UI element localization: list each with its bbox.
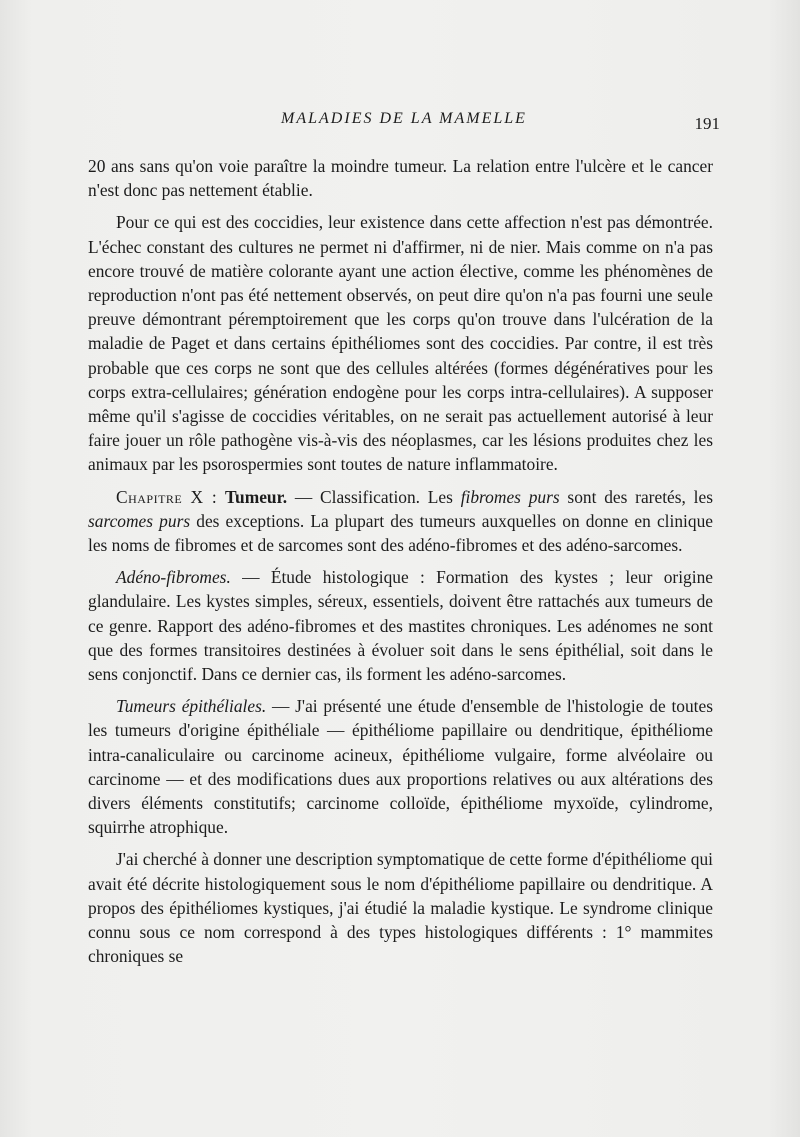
chapter-text-a: Classification. Les [320, 486, 461, 507]
page-header [88, 110, 720, 140]
paragraph-chapter-x [88, 485, 713, 558]
running-title: MALADIES DE LA MAMELLE [281, 110, 527, 127]
paragraph-coccidies: Pour ce qui est des coccidies, leur existence dans cette affection n'est pas démontrée. L'échec constant des cultures ne permet ni d'affirmer, ni de nier. Mais comme on n'a pas encore trouvé de matière colorante ayant une action élective, comme les phénomènes de reproduction n'ont pas été nettement observés, on peut dire qu'on n'a pas fourni une seule preuve démontrant péremptoirement que les corps qu'on trouve dans l'ulcération de la maladie de Paget et dans certains épithéliomes sont des coccidies. Par contre, il est très probable que ces corps ne sont que des cellules altérées (formes dégénératives pour les corps extra-cellulaires; génération endogène pour les corps intra-cellulaires). A supposer même qu'il s'agisse de coccidies véritables, on ne serait pas actuellement autorisé à leur faire jouer un rôle pathogène vis-à-vis des néoplasmes, car les lésions produites chez les animaux par les psorospermies sont toutes de nature inflammatoire. [88, 212, 713, 475]
paragraph-adeno-fibromes [88, 565, 713, 686]
paragraph-description: J'ai cherché à donner une description symptomatique de cette forme d'épithéliome qui avait été décrite histologiquement sous le nom d'épithéliome papillaire ou dendritique. A propos des épithéliomes kystiques, j'ai étudié la maladie kystique. Le syndrome clinique connu sous ce nom correspond à des types histologiques différents : 1° mammites chroniques se [88, 849, 713, 967]
italic-fibromes-purs: fibromes purs [460, 486, 560, 507]
chapter-text-b: sont des raretés, les [559, 486, 713, 507]
chapter-title: Tumeur. [225, 486, 288, 507]
chapter-label: Chapitre X : [116, 486, 218, 507]
body-text [88, 154, 713, 977]
paragraph-tumeurs-epitheliales [88, 694, 713, 839]
italic-tumeurs-epitheliales: Tumeurs épithéliales. [116, 696, 267, 717]
italic-sarcomes-purs: sarcomes purs [88, 510, 191, 531]
page-number: 191 [694, 114, 720, 133]
paragraph-continuation: 20 ans sans qu'on voie paraître la moindre tumeur. La relation entre l'ulcère et le cancer n'est donc pas nettement établie. [88, 156, 713, 201]
chapter-text-c: des exceptions. La plupart des tumeurs auxquelles on donne en clinique les noms de fibromes et de sarcomes sont des adéno-fibromes et des adéno-sarcomes. [88, 510, 713, 556]
tumeurs-epitheliales-text: — J'ai présenté une étude d'ensemble de l'histologie de toutes les tumeurs d'origine épithéliale — épithéliome papillaire ou dendritique, épithéliome intra-canaliculaire ou carcinome acineux, épithéliome vulgaire, forme alvéolaire ou carcinome — et des modifications dues aux proportions relatives ou aux altérations des divers éléments constitutifs; carcinome colloïde, épithéliome myxoïde, cylindrome, squirrhe atrophique. [88, 696, 713, 838]
chapter-dash: — [287, 486, 321, 507]
italic-adeno-fibromes: Adéno-fibromes. [116, 567, 231, 588]
adeno-fibromes-text: — Étude histologique : Formation des kystes ; leur origine glandulaire. Les kystes simples, séreux, essentiels, doivent être rattachés aux tumeurs de ce genre. Rapport des adéno-fibromes et des mastites chroniques. Les adénomes ne sont que des formes transitoires destinées à évoluer soit dans le sens épithélial, soit dans le sens conjonctif. Dans ce dernier cas, ils forment les adéno-sarcomes. [88, 567, 713, 685]
